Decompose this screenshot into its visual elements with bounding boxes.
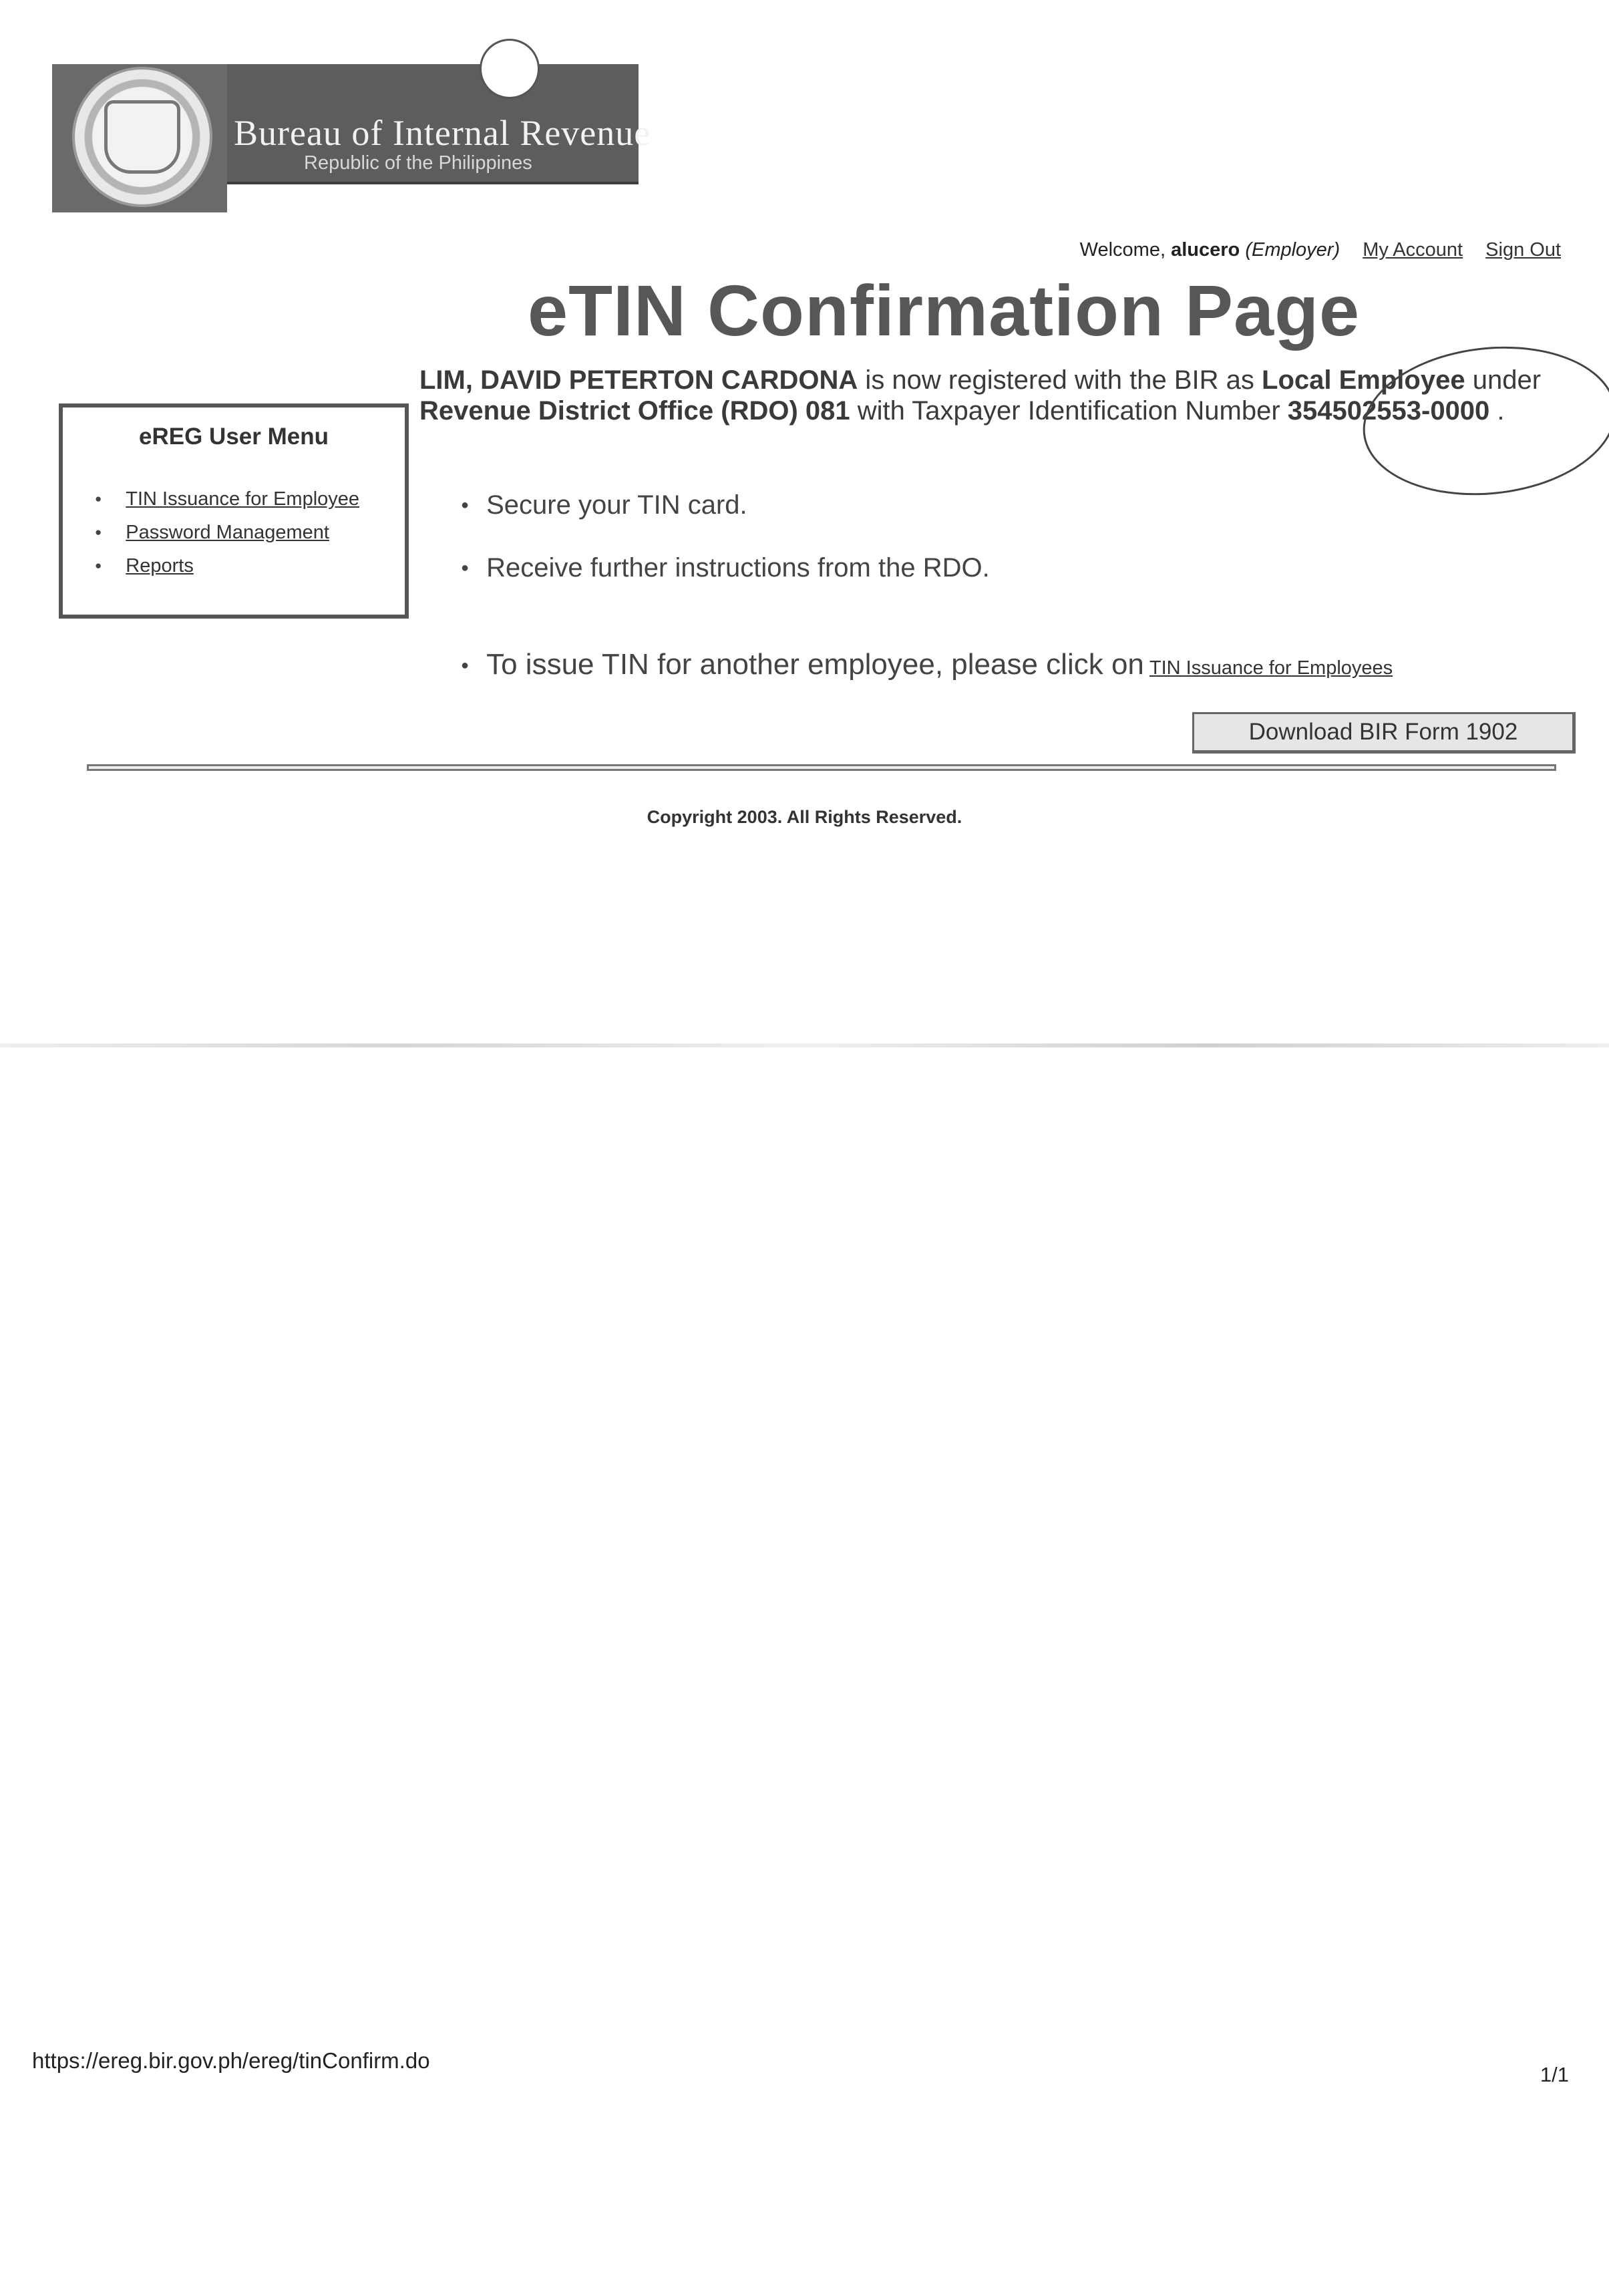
- download-bir-form-button[interactable]: Download BIR Form 1902: [1192, 712, 1576, 754]
- username: alucero: [1171, 239, 1240, 261]
- user-role: (Employer): [1245, 239, 1340, 261]
- my-account-link[interactable]: My Account: [1363, 239, 1463, 261]
- registrant-name: LIM, DAVID PETERTON CARDONA: [419, 365, 858, 395]
- instruction-text: Secure your TIN card.: [486, 490, 747, 520]
- instruction-item: [461, 648, 1393, 681]
- welcome-label: Welcome,: [1079, 239, 1166, 261]
- bullet-icon: ●: [461, 560, 470, 575]
- user-menu-panel: [59, 403, 409, 619]
- taxpayer-type: Local Employee: [1262, 365, 1465, 395]
- sign-out-link[interactable]: Sign Out: [1485, 239, 1561, 261]
- confirmation-text: with Taxpayer Identification Number: [850, 396, 1288, 426]
- bullet-icon: ●: [461, 498, 470, 512]
- agency-subtitle: Republic of the Philippines: [304, 152, 532, 174]
- menu-item-password-management[interactable]: [95, 516, 359, 549]
- tin-number: 354502553-0000: [1287, 396, 1490, 426]
- instruction-text: Receive further instructions from the RDO.: [486, 553, 990, 583]
- agency-name: Bureau of Internal Revenue: [234, 113, 651, 153]
- bullet-icon: ●: [461, 658, 470, 673]
- print-page-number: 1/1: [1540, 2063, 1569, 2086]
- menu-item-label[interactable]: TIN Issuance for Employee: [126, 488, 360, 510]
- instruction-item: [461, 553, 990, 583]
- copyright-text: Copyright 2003. All Rights Reserved.: [647, 807, 962, 827]
- confirmation-text: is now registered with the BIR as: [858, 365, 1262, 395]
- page-title: eTIN Confirmation Page: [528, 270, 1361, 351]
- instruction-item: [461, 490, 747, 520]
- rdo-code: Revenue District Office (RDO) 081: [419, 396, 850, 426]
- menu-item-reports[interactable]: [95, 549, 359, 583]
- instruction-text: To issue TIN for another employee, please click on: [486, 648, 1144, 681]
- seal-shield-icon: [104, 100, 180, 174]
- confirmation-text: under: [1465, 365, 1542, 395]
- scan-punch-hole: [480, 39, 540, 99]
- menu-item-tin-issuance[interactable]: [95, 482, 359, 516]
- divider: [87, 764, 1556, 771]
- confirmation-text: .: [1489, 396, 1505, 426]
- print-url: https://ereg.bir.gov.ph/ereg/tinConfirm.do: [32, 2048, 430, 2073]
- tin-issuance-link[interactable]: TIN Issuance for Employees: [1149, 657, 1393, 679]
- handwritten-circle-mark: [1356, 335, 1609, 508]
- user-bar: [1080, 239, 1561, 261]
- menu-title: eREG User Menu: [139, 424, 329, 450]
- menu-item-label[interactable]: Password Management: [126, 522, 329, 543]
- scan-fold-line: [0, 1043, 1609, 1047]
- menu-list: [95, 482, 359, 583]
- menu-item-label[interactable]: Reports: [126, 555, 194, 577]
